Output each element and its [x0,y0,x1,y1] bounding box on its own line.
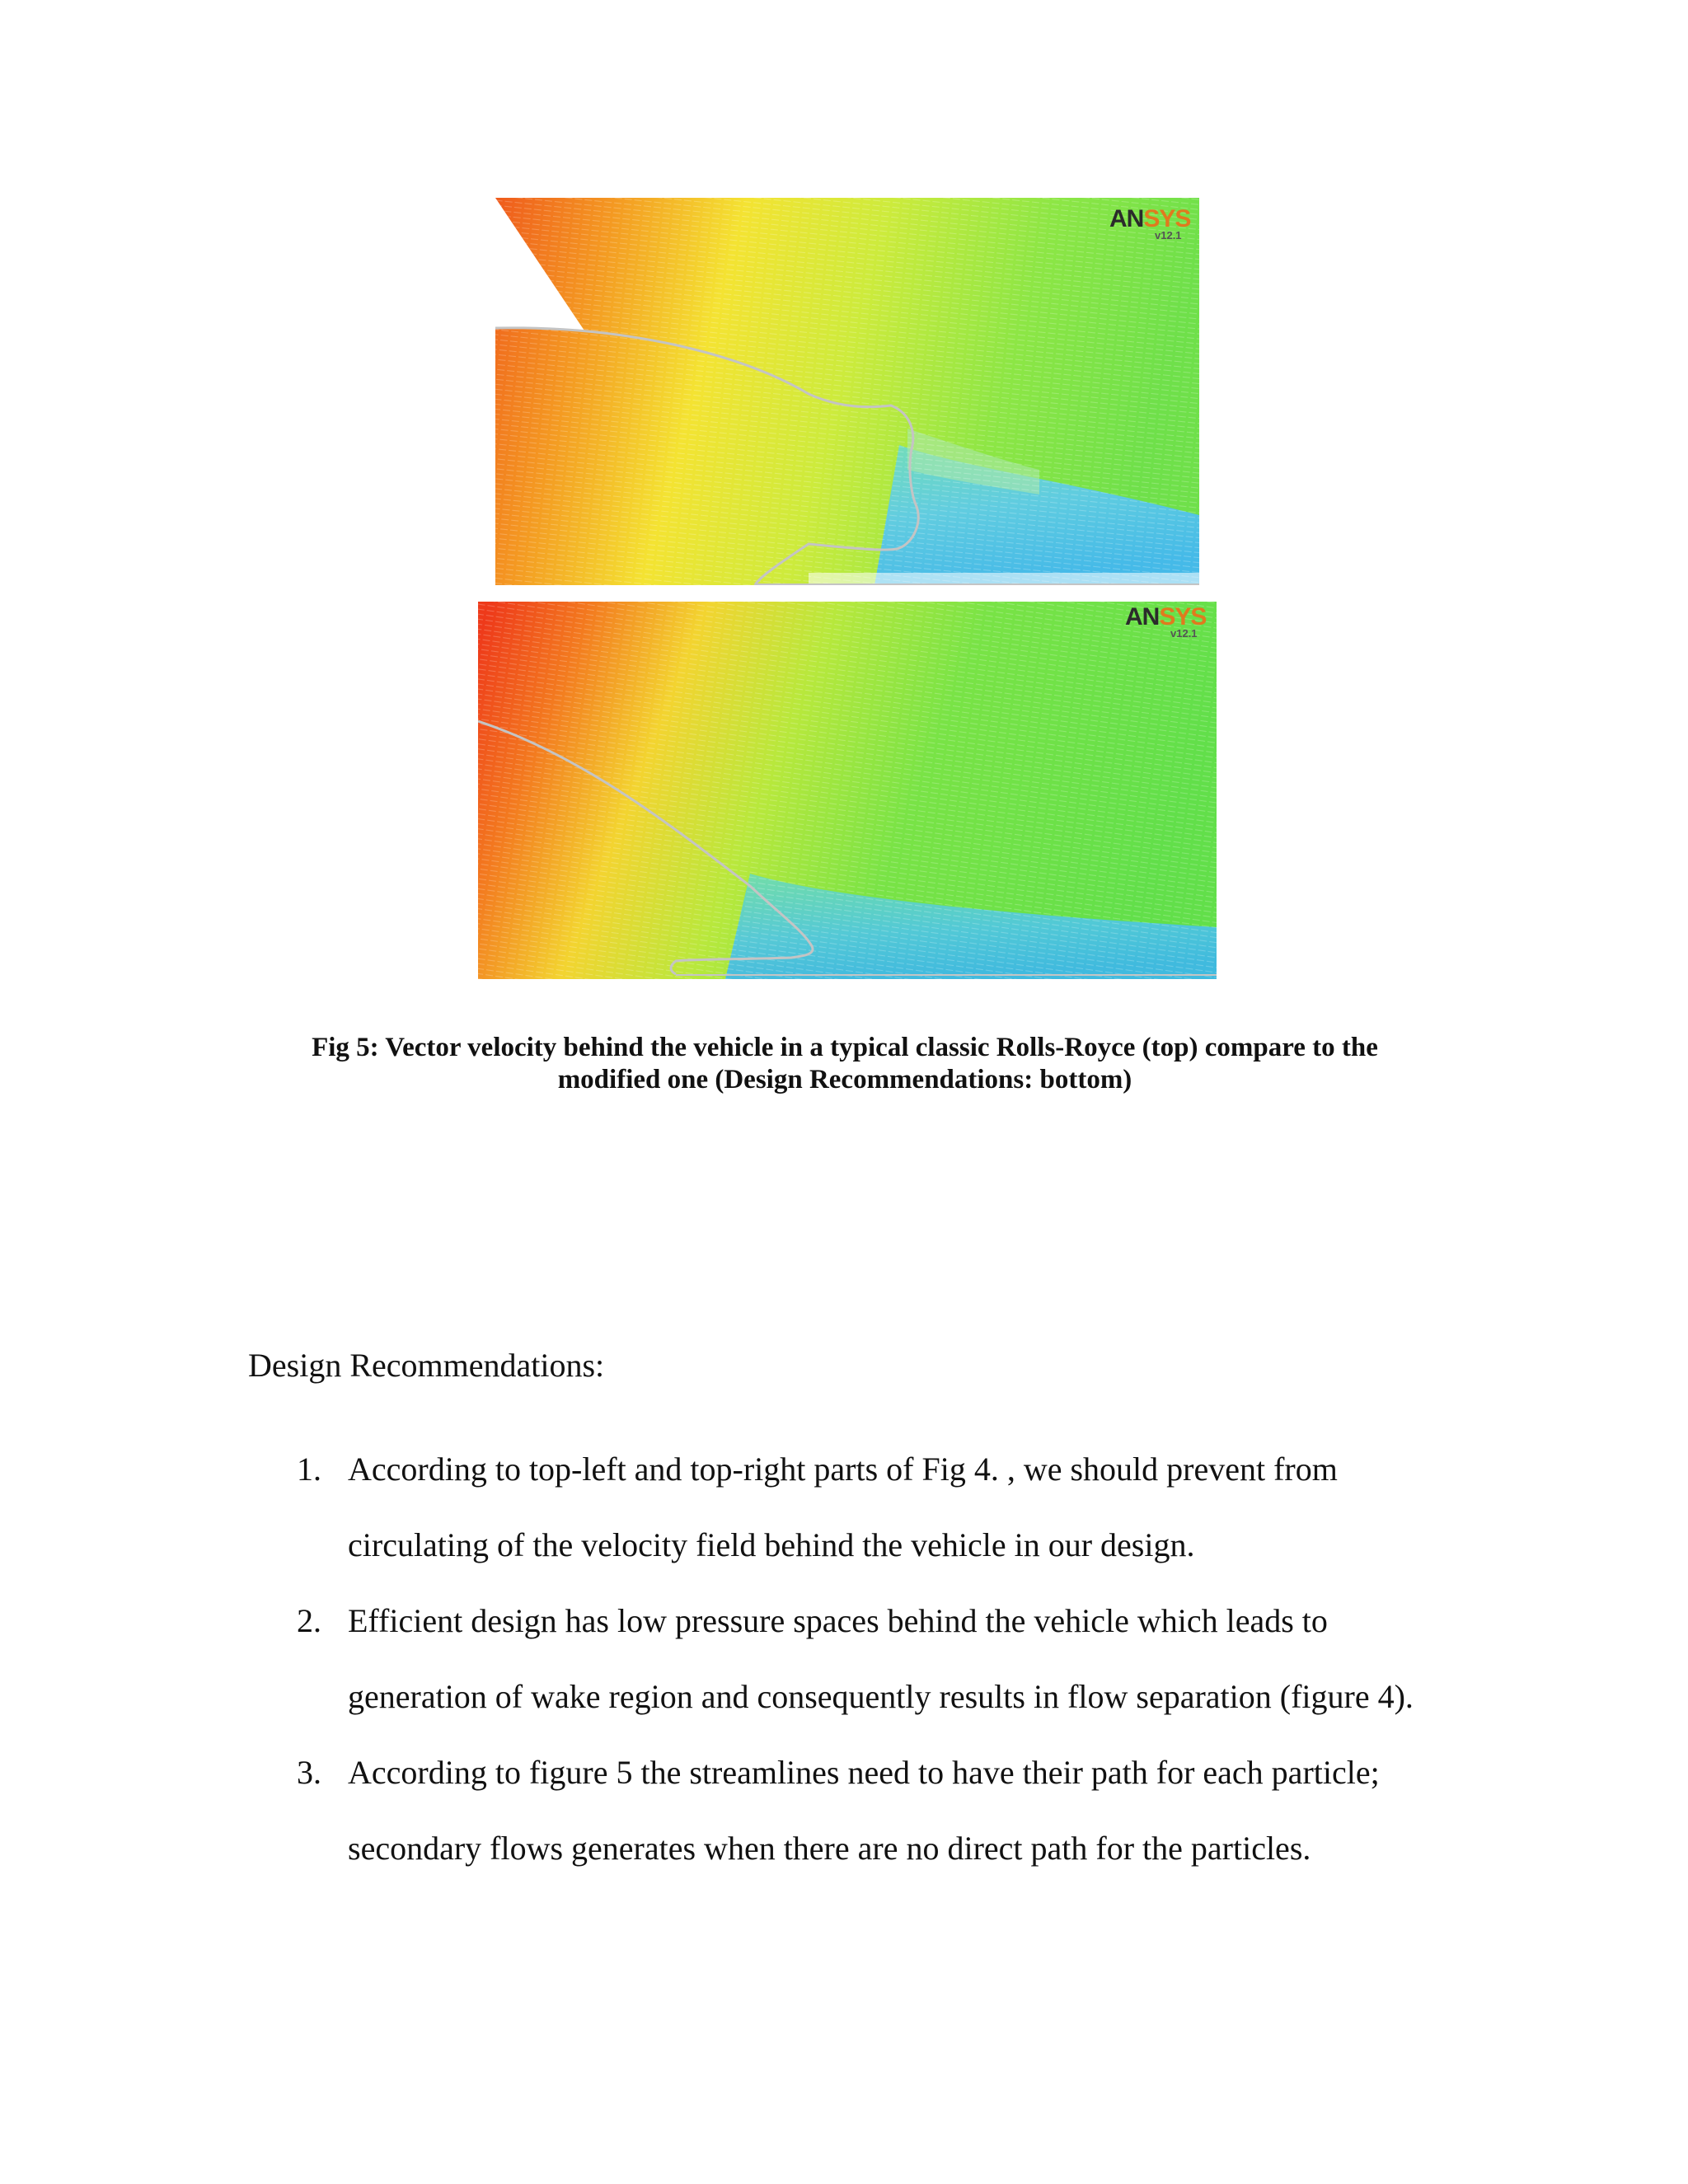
list-item-text: circulating of the velocity field behind the vehicle in our design. [348,1526,1195,1563]
velocity-vector-plot-modified [478,602,1217,979]
figure-caption [231,1032,1459,1096]
list-item-text: According to figure 5 the streamlines need to have their path for each particle; [348,1754,1380,1791]
svg-text:v12.1: v12.1 [1170,627,1198,640]
svg-text:ANSYS: ANSYS [1109,205,1191,232]
section-heading: Design Recommendations: [248,1347,605,1384]
list-item-text: generation of wake region and consequently results in flow separation (figure 4). [348,1678,1414,1715]
svg-text:ANSYS: ANSYS [1125,603,1207,630]
list-item-text: Efficient design has low pressure spaces behind the vehicle which leads to [348,1602,1328,1639]
list-item-number: 3. [297,1754,321,1791]
list-item-number: 2. [297,1602,321,1639]
flow-field [495,198,1199,585]
list-item-number: 1. [297,1451,321,1488]
flow-field [478,602,1217,979]
caption-line-2: modified one (Design Recommendations: bottom) [557,1065,1132,1094]
list-item-text: secondary flows generates when there are no direct path for the particles. [348,1830,1311,1867]
velocity-vector-plot-original [495,198,1199,585]
list-item-text: According to top-left and top-right parts of Fig 4. , we should prevent from [348,1451,1338,1488]
svg-text:v12.1: v12.1 [1155,229,1182,241]
caption-line-1: Fig 5: Vector velocity behind the vehicle in a typical classic Rolls-Royce (top) compare to the [312,1033,1378,1062]
